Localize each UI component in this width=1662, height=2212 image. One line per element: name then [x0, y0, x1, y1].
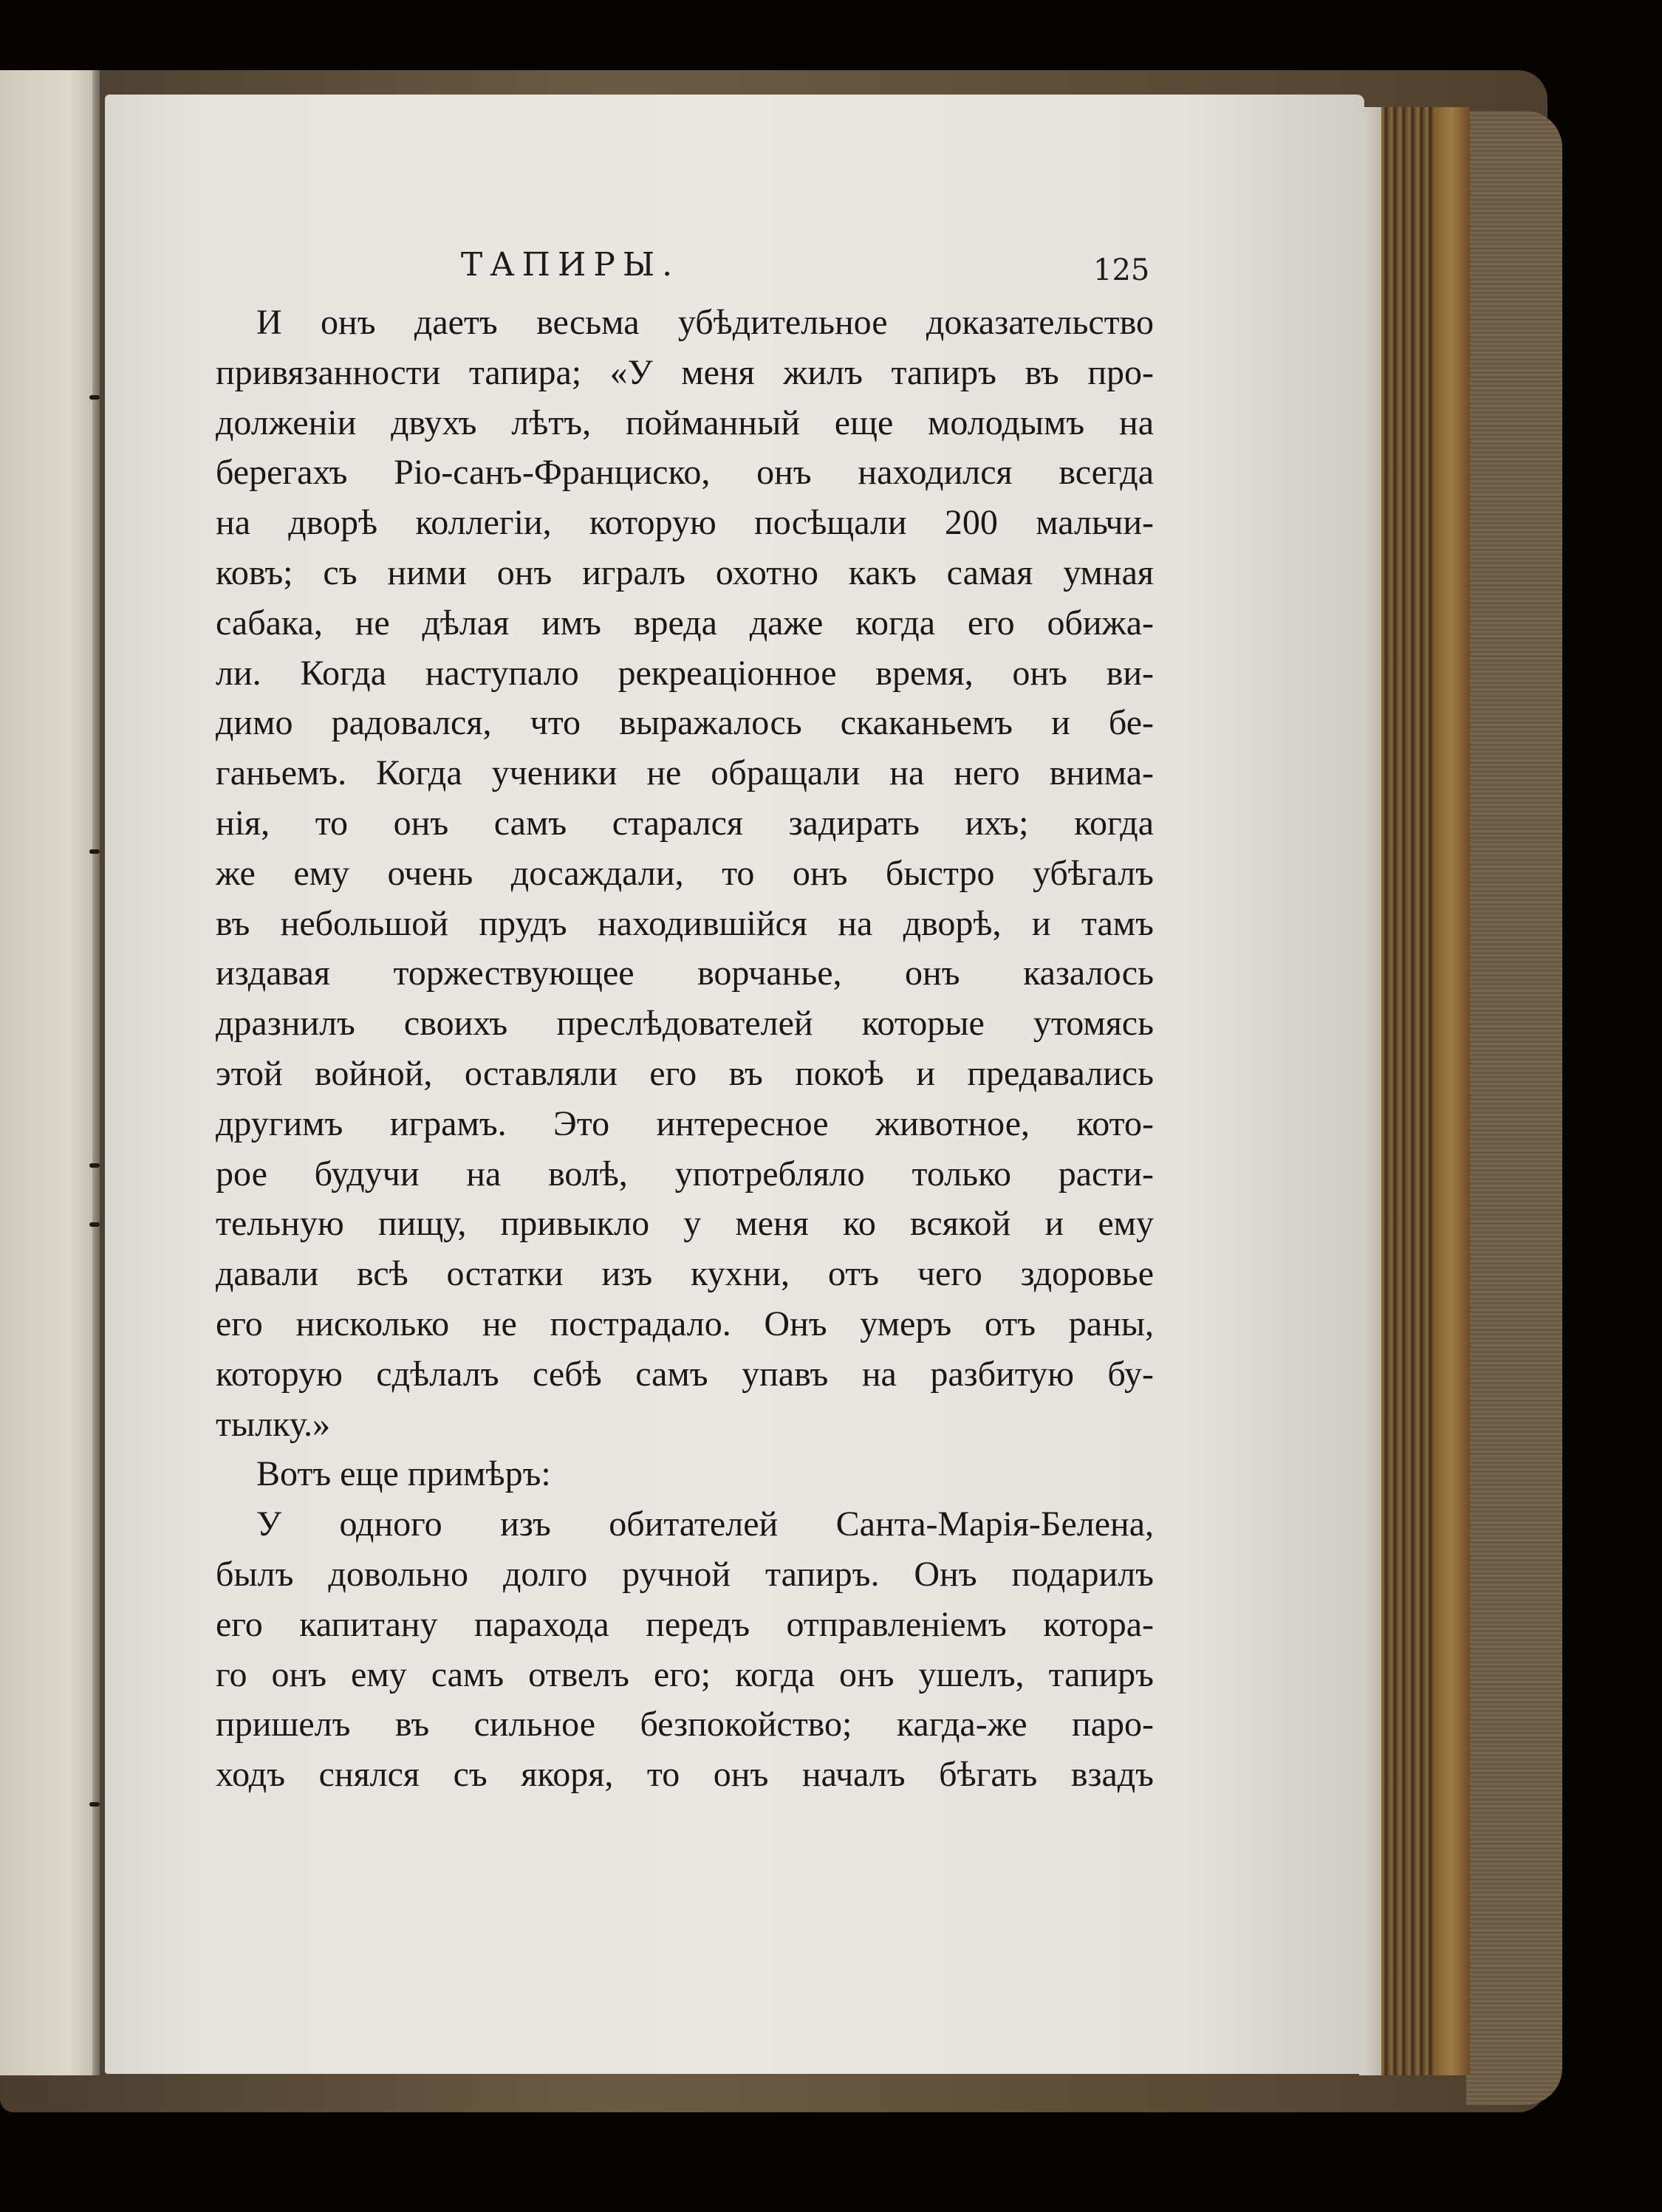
text-line: въ небольшой прудъ находившійся на дворѣ, и тамъ: [216, 903, 1154, 943]
page-number: 125: [1093, 253, 1150, 287]
text-line: ли. Когда наступало рекреаціонное время, онъ ви-: [216, 653, 1154, 693]
text-line: привязанности тапира; «У меня жилъ тапиръ въ про-: [216, 352, 1154, 392]
text-line: тельную пищу, привыкло у меня ко всякой и ему: [216, 1204, 1154, 1244]
text-line: другимъ играмъ. Это интересное животное, кото-: [216, 1103, 1154, 1143]
text-line: былъ довольно долго ручной тапиръ. Онъ подарилъ: [216, 1554, 1154, 1594]
page-mark: [89, 849, 100, 854]
page-edge-gilt: [1433, 107, 1470, 2075]
page-fore-edge: [1359, 107, 1470, 2075]
page-mark: [89, 1802, 100, 1807]
page-mark: [89, 1222, 100, 1227]
book-page: [105, 95, 1364, 2074]
text-line: И онъ даетъ весьма убѣдительное доказательство: [256, 303, 1154, 342]
text-line: давали всѣ остатки изъ кухни, отъ чего здоровье: [216, 1254, 1154, 1294]
text-line: сабака, не дѣлая имъ вреда даже когда его обижа-: [216, 603, 1154, 643]
text-line: пришелъ въ сильное безпокойство; кагда-же паро-: [216, 1705, 1154, 1744]
page-mark: [89, 1163, 100, 1168]
text-line: издавая торжествующее ворчанье, онъ казалось: [216, 953, 1154, 993]
text-line: этой войной, оставляли его въ покоѣ и предавались: [216, 1053, 1154, 1093]
text-line: Вотъ еще примѣръ:: [256, 1454, 551, 1494]
text-line: У одного изъ обитателей Санта-Марія-Белена,: [256, 1504, 1154, 1544]
text-line: тылку.»: [216, 1404, 331, 1444]
left-page: [0, 70, 100, 2075]
text-line: которую сдѣлалъ себѣ самъ упавъ на разбитую бу-: [216, 1354, 1154, 1394]
running-head: ТАПИРЫ.: [460, 246, 680, 284]
text-line: дразнилъ своихъ преслѣдователей которые утомясь: [216, 1004, 1154, 1044]
text-line: его капитану парахода передъ отправленіемъ котора-: [216, 1604, 1154, 1644]
text-line: рое будучи на волѣ, употребляло только расти-: [216, 1154, 1154, 1194]
text-line: ходъ снялся съ якоря, то онъ началъ бѣгать взадъ: [216, 1755, 1154, 1795]
text-line: ковъ; съ ними онъ игралъ охотно какъ самая умная: [216, 552, 1154, 592]
text-line: на дворѣ коллегіи, которую посѣщали 200 мальчи-: [216, 503, 1154, 543]
text-line: нія, то онъ самъ старался задирать ихъ; когда: [216, 803, 1154, 843]
text-line: же ему очень досаждали, то онъ быстро убѣгалъ: [216, 853, 1154, 893]
text-line: го онъ ему самъ отвелъ его; когда онъ ушелъ, тапиръ: [216, 1654, 1154, 1694]
page-body-text: [216, 298, 1154, 1800]
text-line: его нисколько не пострадало. Онъ умеръ отъ раны,: [216, 1304, 1154, 1343]
text-line: долженіи двухъ лѣтъ, пойманный еще молодымъ на: [216, 403, 1154, 442]
page-mark: [89, 395, 100, 400]
text-line: ганьемъ. Когда ученики не обращали на него внима-: [216, 753, 1154, 793]
book-cloth-edge: [1466, 111, 1562, 2105]
left-page-marks: [0, 70, 100, 2075]
text-line: димо радовался, что выражалось скаканьемъ и бе-: [216, 703, 1154, 743]
text-line: берегахъ Ріо-санъ-Франциско, онъ находился всегда: [216, 453, 1154, 493]
